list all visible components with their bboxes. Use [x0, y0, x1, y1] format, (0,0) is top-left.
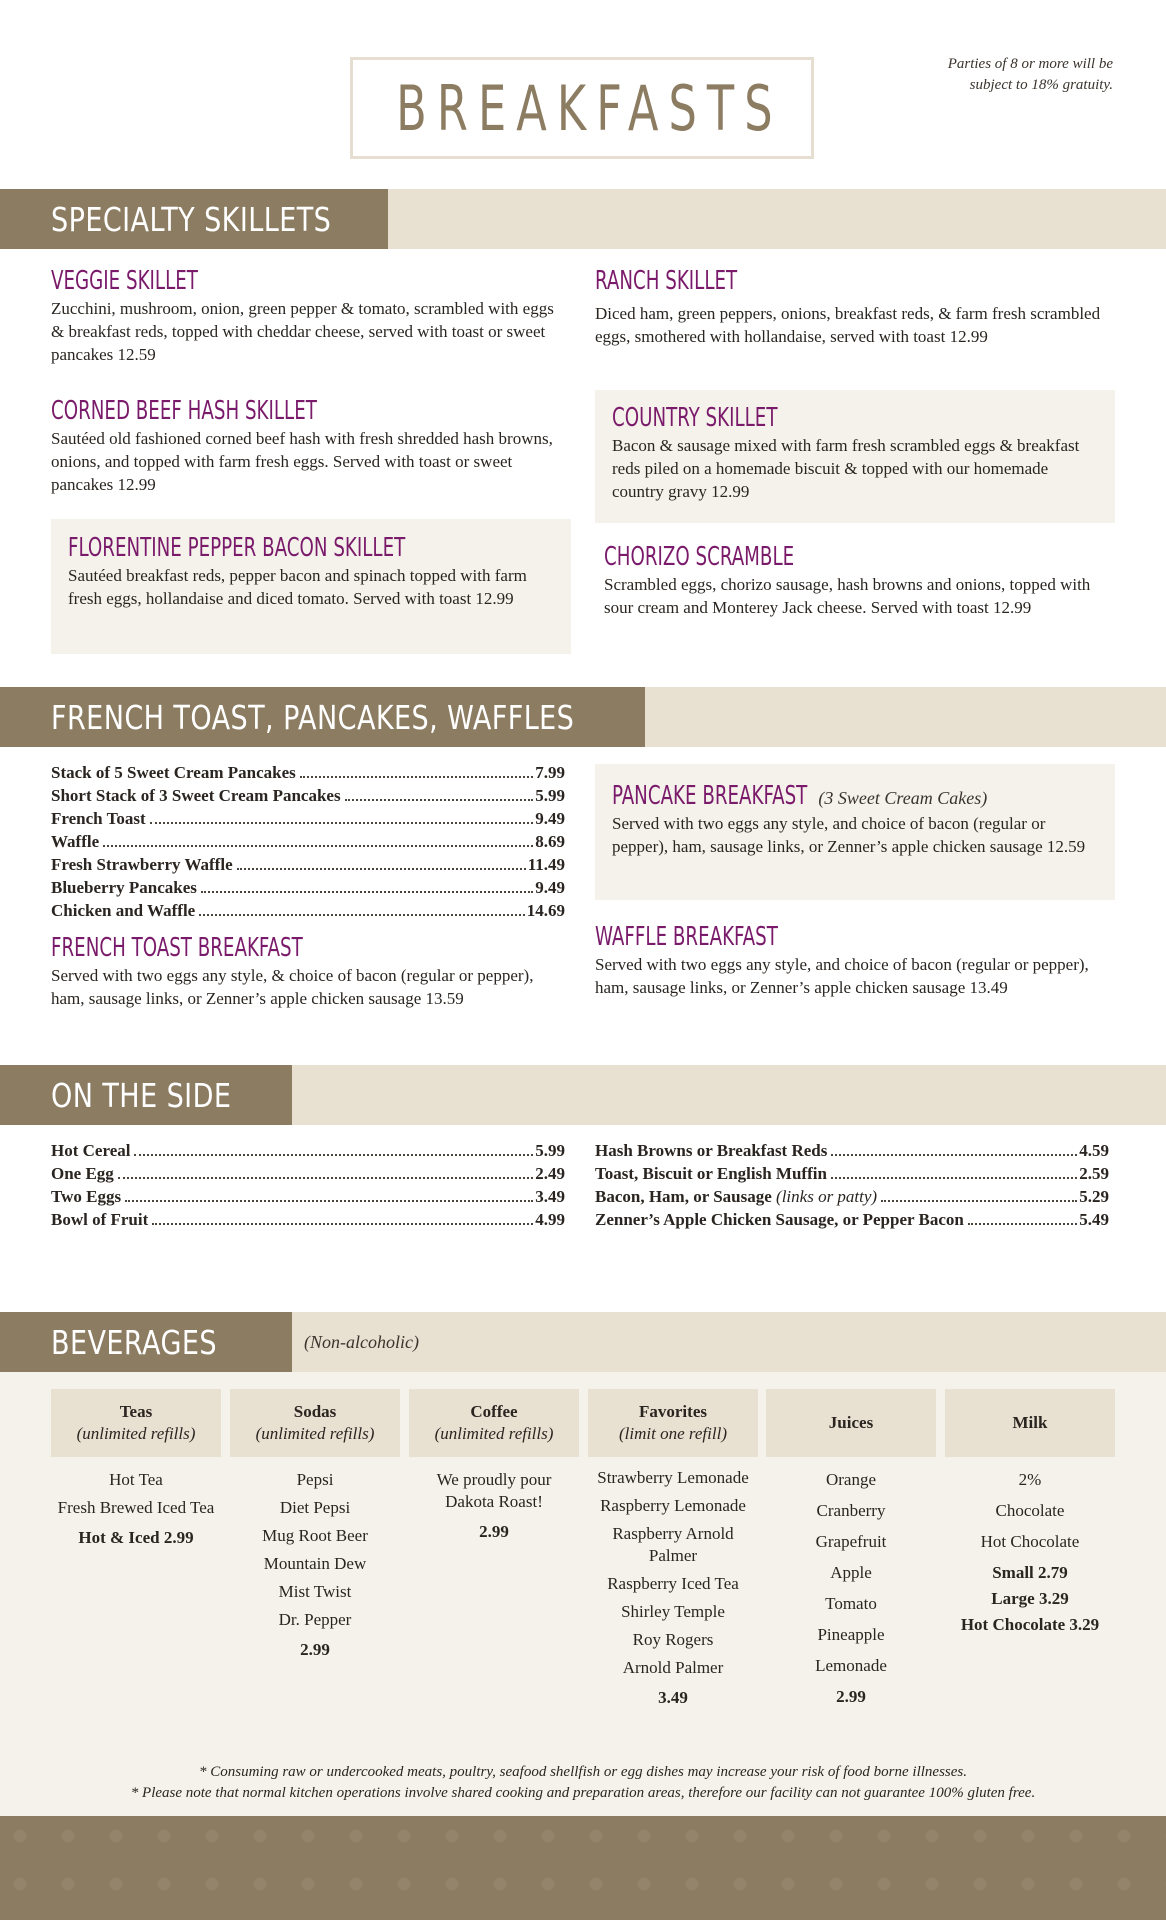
price-row: Bacon, Ham, or Sausage (links or patty) 5.29 [595, 1187, 1109, 1206]
menu-item-chorizo-scramble [604, 542, 1119, 619]
item-title: PANCAKE BREAKFAST [612, 781, 808, 811]
beverage-item: Arnold Palmer [622, 1658, 724, 1677]
menu-item-french-toast-breakfast [51, 933, 571, 1010]
beverage-list [409, 1469, 579, 1543]
beverage-price: 2.99 [300, 1640, 330, 1659]
price-row: Waffle 8.69 [51, 832, 565, 851]
beverage-item: Fresh Brewed Iced Tea [57, 1498, 215, 1517]
beverage-column-juices [766, 1389, 936, 1714]
beverage-list [588, 1467, 758, 1709]
beverage-column-favorites [588, 1389, 758, 1715]
gratuity-line-2: subject to 18% gratuity. [969, 77, 1113, 93]
beverage-list [230, 1469, 400, 1661]
beverage-item: Raspberry Arnold Palmer [612, 1524, 734, 1565]
price-row: Stack of 5 Sweet Cream Pancakes 7.99 [51, 763, 565, 782]
item-title: VEGGIE SKILLET [51, 266, 198, 296]
beverage-column-header: Juices [766, 1389, 936, 1457]
price-row: Toast, Biscuit or English Muffin 2.59 [595, 1164, 1109, 1183]
beverage-item: Shirley Temple [621, 1602, 725, 1621]
beverage-item: Orange [825, 1470, 877, 1489]
beverage-item: Raspberry Lemonade [600, 1496, 746, 1515]
beverage-column-milk [945, 1389, 1115, 1642]
footnote-gluten-disclaimer: * Please note that normal kitchen operations involve shared cooking and preparation areas, therefore our facility can not guarantee 100% gluten free. [130, 1785, 1036, 1801]
item-description: Served with two eggs any style, and choice of bacon (regular or pepper), ham, sausage links, or Zenner’s apple chicken sausage 13.49 [595, 955, 1089, 997]
item-description: Served with two eggs any style, and choice of bacon (regular or pepper), ham, sausage links, or Zenner’s apple chicken sausage 12.59 [612, 814, 1086, 856]
title-box [350, 57, 814, 159]
beverage-item: Mountain Dew [263, 1554, 367, 1573]
menu-item-florentine-skillet [51, 519, 571, 654]
beverage-item: Pepsi [296, 1470, 334, 1489]
section-title-sides: ON THE SIDE [0, 1065, 292, 1125]
item-title: FRENCH TOAST BREAKFAST [51, 933, 303, 963]
price-row: Hot Cereal 5.99 [51, 1141, 565, 1160]
item-title: CHORIZO SCRAMBLE [604, 542, 795, 572]
beverage-item: Cranberry [816, 1501, 886, 1520]
section-title-beverages: BEVERAGES [0, 1312, 292, 1372]
page-title: BREAKFASTS [395, 71, 783, 145]
beverage-column-header: Sodas (unlimited refills) [230, 1389, 400, 1457]
beverage-list [51, 1469, 221, 1549]
beverage-price: 2.99 [479, 1522, 509, 1541]
section-band-beverages [0, 1312, 1166, 1372]
beverage-item: Dr. Pepper [278, 1610, 352, 1629]
beverage-column-teas [51, 1389, 221, 1555]
beverage-column-header: Coffee (unlimited refills) [409, 1389, 579, 1457]
price-row: Fresh Strawberry Waffle 11.49 [51, 855, 565, 874]
menu-item-country-skillet [595, 390, 1115, 523]
beverage-column-header: Favorites (limit one refill) [588, 1389, 758, 1457]
beverage-item: We proudly pour Dakota Roast! [436, 1470, 552, 1511]
item-note: (links or patty) [776, 1187, 878, 1206]
decorative-footer-pattern [0, 1816, 1166, 1920]
price-row: One Egg 2.49 [51, 1164, 565, 1183]
beverage-column-sodas [230, 1389, 400, 1667]
beverage-item: Strawberry Lemonade [597, 1468, 749, 1487]
price-row: Short Stack of 3 Sweet Cream Pancakes 5.99 [51, 786, 565, 805]
price-row: Hash Browns or Breakfast Reds 4.59 [595, 1141, 1109, 1160]
item-description: Served with two eggs any style, & choice of bacon (regular or pepper), ham, sausage links, or Zenner’s apple chicken sausage 13.59 [51, 966, 534, 1008]
beverage-item: Chocolate [995, 1501, 1065, 1520]
beverage-price: Hot & Iced 2.99 [78, 1528, 194, 1547]
item-description: Zucchini, mushroom, onion, green pepper & tomato, scrambled with eggs & breakfast reds, topped with cheddar cheese, served with toast or sweet pancakes 12.59 [51, 299, 554, 364]
section-band-sides [0, 1065, 1166, 1125]
beverages-note: (Non-alcoholic) [304, 1331, 419, 1352]
section-title-skillets: SPECIALTY SKILLETS [0, 189, 388, 249]
footnote-raw-food-warning: * Consuming raw or undercooked meats, poultry, seafood shellfish or egg dishes may increase your risk of food borne illnesses. [199, 1764, 967, 1780]
beverage-item: Hot Tea [109, 1470, 163, 1489]
item-description: Sautéed old fashioned corned beef hash with fresh shredded hash browns, onions, and topped with farm fresh eggs. Served with toast or sweet pancakes 12.99 [51, 429, 553, 494]
beverage-price: 2.99 [836, 1687, 866, 1706]
beverage-column-header: Milk [945, 1389, 1115, 1457]
section-band-french-toast [0, 687, 1166, 747]
item-description: Scrambled eggs, chorizo sausage, hash browns and onions, topped with sour cream and Monterey Jack cheese. Served with toast 12.99 [604, 575, 1091, 617]
beverage-item: Raspberry Iced Tea [607, 1574, 739, 1593]
gratuity-line-1: Parties of 8 or more will be [947, 56, 1113, 72]
price-row: Two Eggs 3.49 [51, 1187, 565, 1206]
price-list-sides-right [595, 1139, 1109, 1231]
beverage-item: Tomato [825, 1594, 877, 1613]
section-band-skillets [0, 189, 1166, 249]
beverage-column-header: Teas (unlimited refills) [51, 1389, 221, 1457]
price-row: Bowl of Fruit 4.99 [51, 1210, 565, 1229]
beverage-item: Mug Root Beer [262, 1526, 368, 1545]
menu-item-veggie-skillet [51, 266, 571, 366]
price-list-sides-left [51, 1139, 565, 1231]
beverage-list [945, 1469, 1115, 1636]
menu-item-corned-beef-skillet [51, 396, 571, 496]
gratuity-note [853, 54, 1113, 96]
menu-item-waffle-breakfast [595, 922, 1115, 999]
beverage-item: Lemonade [815, 1656, 887, 1675]
beverage-item: Apple [830, 1563, 872, 1582]
beverage-price: Small 2.79 [992, 1563, 1068, 1582]
item-description: Diced ham, green peppers, onions, breakfast reds, & farm fresh scrambled eggs, smothered with hollandaise, served with toast 12.99 [595, 304, 1101, 346]
item-note: (3 Sweet Cream Cakes) [818, 788, 988, 808]
menu-item-pancake-breakfast [595, 764, 1115, 900]
beverage-item: Grapefruit [815, 1532, 887, 1551]
beverage-price: Hot Chocolate 3.29 [960, 1615, 1100, 1634]
beverage-column-coffee [409, 1389, 579, 1549]
item-title: CORNED BEEF HASH SKILLET [51, 396, 317, 426]
beverage-item: Hot Chocolate [980, 1532, 1080, 1551]
beverage-item: Diet Pepsi [279, 1498, 351, 1517]
price-list-pancakes [51, 761, 565, 922]
item-title: COUNTRY SKILLET [612, 403, 778, 433]
price-row: French Toast 9.49 [51, 809, 565, 828]
beverage-item: Roy Rogers [632, 1630, 714, 1649]
item-title: WAFFLE BREAKFAST [595, 922, 778, 952]
beverage-price: Large 3.29 [991, 1589, 1069, 1608]
section-title-french-toast: FRENCH TOAST, PANCAKES, WAFFLES [0, 687, 645, 747]
item-description: Bacon & sausage mixed with farm fresh scrambled eggs & breakfast reds piled on a homemade biscuit & topped with our homemade country gravy 12.99 [612, 436, 1080, 501]
item-title: FLORENTINE PEPPER BACON SKILLET [68, 533, 406, 563]
beverage-item: 2% [1018, 1470, 1042, 1489]
beverage-price: 3.49 [658, 1688, 688, 1707]
beverage-item: Pineapple [817, 1625, 885, 1644]
item-description: Sautéed breakfast reds, pepper bacon and spinach topped with farm fresh eggs, hollandaise and diced tomato. Served with toast 12.99 [68, 566, 527, 608]
price-row: Zenner’s Apple Chicken Sausage, or Pepper Bacon 5.49 [595, 1210, 1109, 1229]
menu-item-ranch-skillet [595, 266, 1115, 348]
item-title: RANCH SKILLET [595, 266, 738, 296]
price-row: Chicken and Waffle 14.69 [51, 901, 565, 920]
beverage-list [766, 1469, 936, 1708]
price-row: Blueberry Pancakes 9.49 [51, 878, 565, 897]
beverage-item: Mist Twist [278, 1582, 352, 1601]
